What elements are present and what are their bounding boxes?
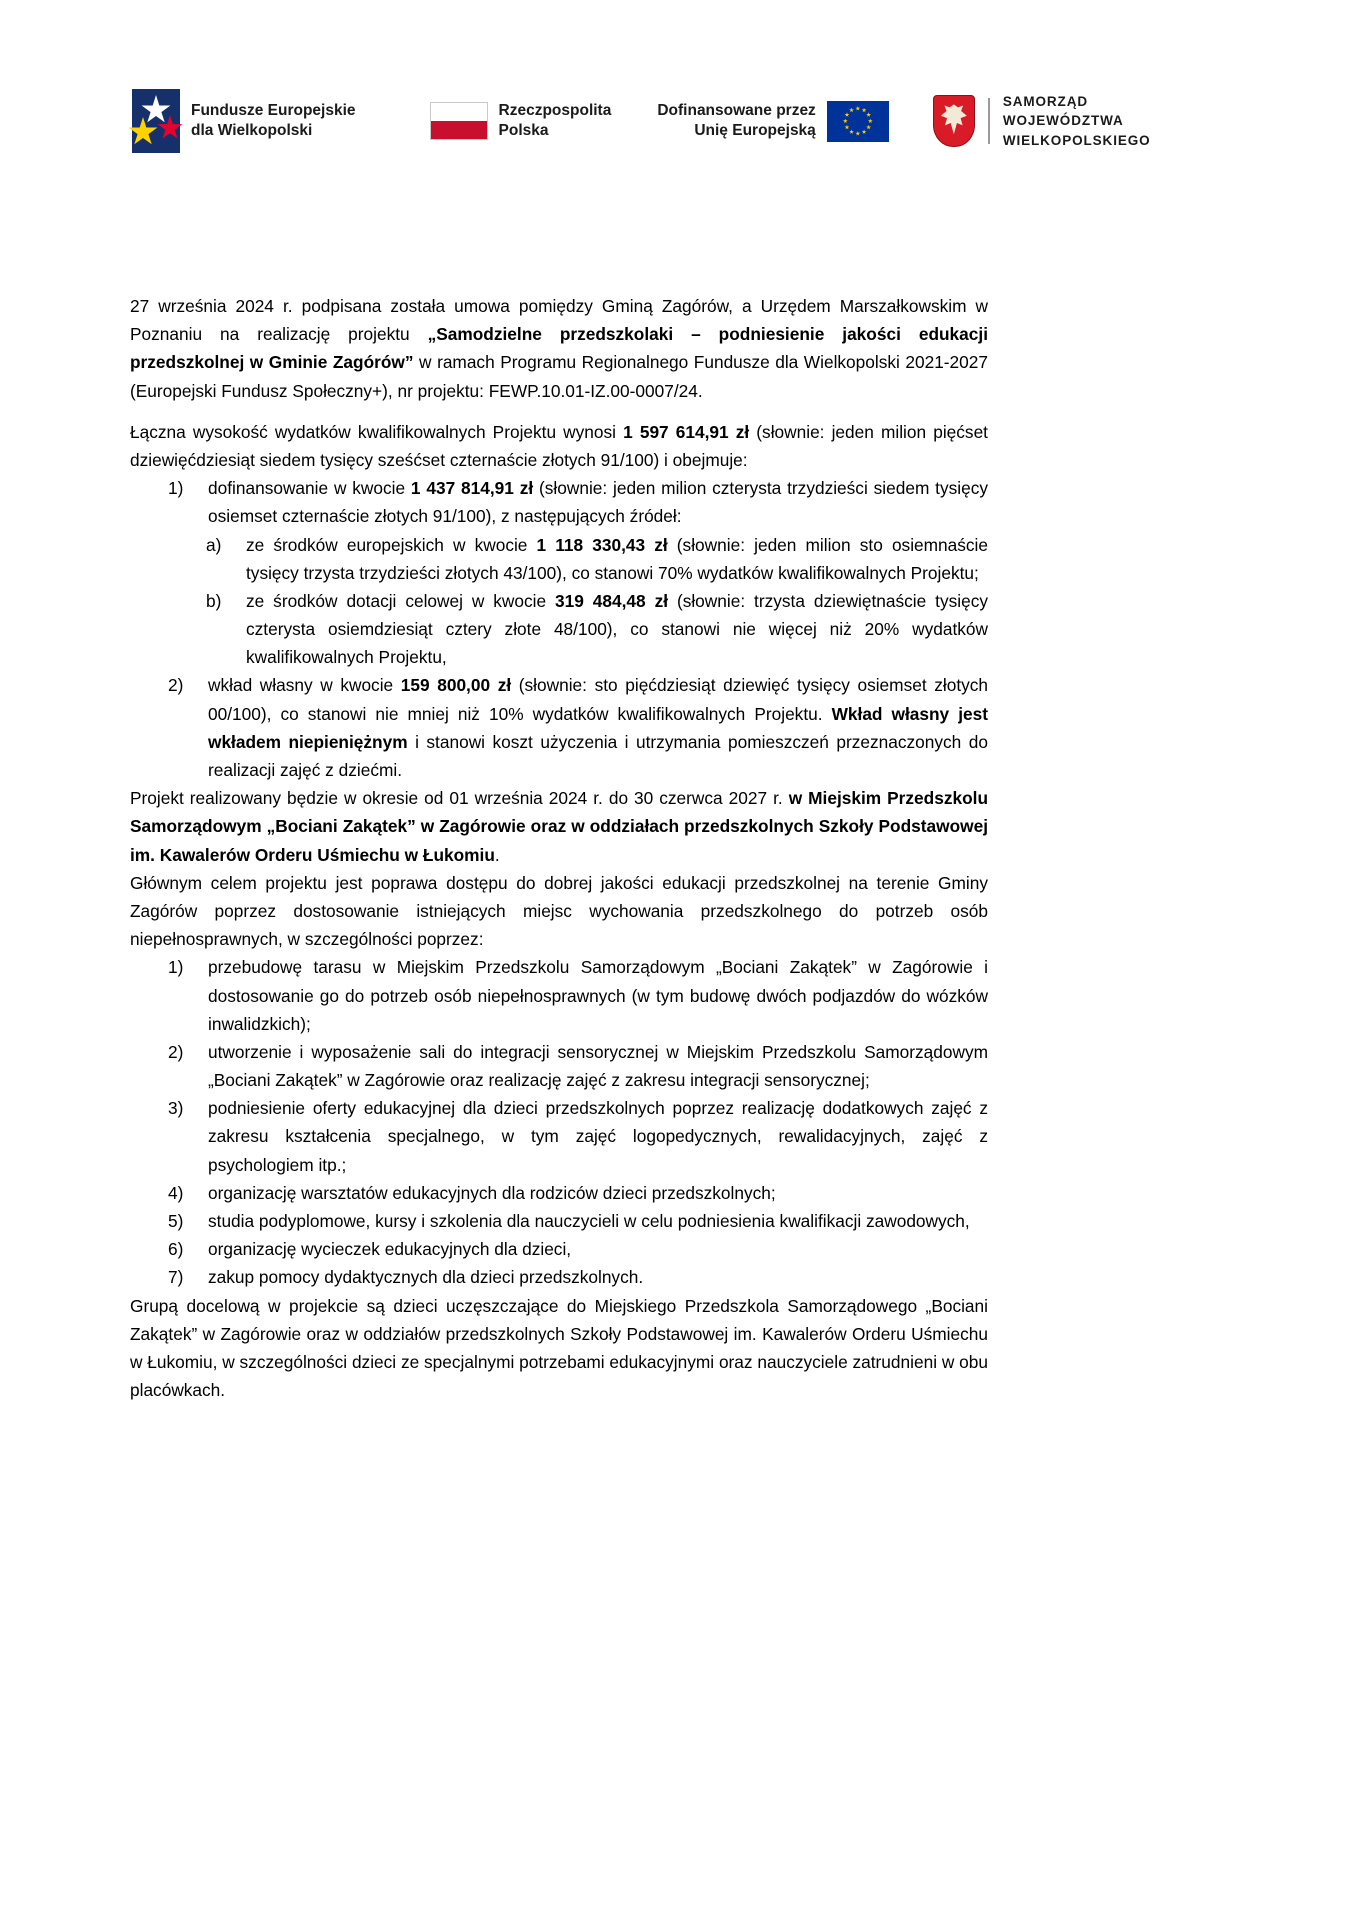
eu-funds-amount: 1 118 330,43 zł (536, 534, 668, 555)
fundusze-europejskie-label: Fundusze Europejskie dla Wielkopolski (191, 102, 356, 139)
list-item (206, 587, 988, 672)
own-contribution-text-c: i stanowi koszt użyczenia i utrzymania pomieszczeń przeznaczonych do realizacji zajęć z dziećmi. (208, 731, 988, 780)
list-marker: 5) (168, 1211, 184, 1231)
state-subsidy-text-b: (słownie: trzysta dziewiętnaście tysięcy czterysta osiemdziesiąt cztery złote 48/100), co stanowi nie więcej niż 20% wydatków kwalifikowalnych Projektu, (246, 590, 988, 668)
list-item-text: studia podyplomowe, kursy i szkolenia dla nauczycieli w celu podniesienia kwalifikacji zawodowych, (208, 1211, 970, 1231)
list-marker: 1) (168, 478, 184, 499)
list-item-text (246, 531, 988, 587)
list-marker: 7) (168, 1267, 184, 1288)
funding-text-b: (słownie: jeden milion czterysta trzydzieści siedem tysięcy osiemset czternaście złotych 91/100), z następujących źródeł: (208, 478, 988, 527)
list-item-text (208, 671, 988, 784)
logo-bar (132, 78, 1232, 164)
list-item-text: organizację warsztatów edukacyjnych dla rodziców dzieci przedszkolnych; (208, 1182, 776, 1203)
fundusze-europejskie-icon (132, 89, 180, 153)
list-item (168, 1263, 988, 1291)
funding-sources-list (206, 531, 988, 672)
list-marker: 1) (168, 957, 184, 978)
list-marker: 2) (168, 1041, 184, 1062)
list-item-text: przebudowę tarasu w Miejskim Przedszkolu Samorządowym „Bociani Zakątek” w Zagórowie i dostosowanie go do potrzeb osób niepełnosprawnych (w tym budowę dwóch podjazdów do wózków inwalidzkich); (208, 957, 988, 1034)
list-marker: 6) (168, 1239, 184, 1260)
list-item (206, 531, 988, 587)
logo-samorzad-wojewodztwa (933, 92, 1151, 149)
period-locations: w Miejskim Przedszkolu Samorządowym „Bociani Zakątek” w Zagórowie oraz w oddziałach przedszkolnych Szkoły Podstawowej im. Kawalerów Orderu Uśmiechu w Łukomiu (130, 788, 988, 865)
goal-lead-paragraph: Głównym celem projektu jest poprawa dostępu do dobrej jakości edukacji przedszkolnej na terenie Gminy Zagórów poprzez dostosowanie istniejących miejsc wychowania przedszkolnego do potrzeb osób niepełnosprawnych, w szczególności poprzez: (130, 872, 988, 950)
own-contribution-amount: 159 800,00 zł (400, 675, 512, 696)
period-paragraph (130, 784, 988, 869)
polish-flag-icon (430, 102, 488, 140)
funding-amount: 1 437 814,91 zł (410, 478, 534, 499)
list-item (168, 474, 988, 530)
finance-lead-b: (słownie: jeden milion pięćset dziewięćdziesiąt siedem tysięcy sześćset czternaście złotych 91/100) i obejmuje: (130, 421, 988, 470)
project-title: „Samodzielne przedszkolaki – podniesienie jakości edukacji przedszkolnej w Gminie Zagórów” (130, 324, 988, 373)
dofinansowane-przez-ue-label: Dofinansowane przez Unię Europejską (657, 102, 816, 139)
logo-divider (988, 98, 990, 144)
list-marker: 2) (168, 675, 184, 696)
funding-text-a: dofinansowanie w kwocie (208, 478, 411, 499)
goal-list (168, 953, 988, 1291)
eu-flag-icon (827, 101, 889, 142)
intro-text-tail: w ramach Programu Regionalnego Fundusze dla Wielkopolski 2021-2027 (Europejski Fundusz Społeczny+), nr projektu: FEWP.10.01-IZ.00-0007/24. (130, 352, 989, 401)
intro-text-lead: 27 września 2024 r. podpisana została umowa pomiędzy Gminą Zagórów, a Urzędem Marszałkowskim w Poznaniu na realizację projektu (130, 296, 988, 345)
wielkopolska-coat-of-arms-icon (933, 95, 975, 147)
list-item-text: podniesienie oferty edukacyjnej dla dzieci przedszkolnych poprzez realizację dodatkowych zajęć z zakresu kształcenia specjalnego, w tym zajęć logopedycznych, rewalidacyjnych, zajęć z psychologiem itp.; (208, 1098, 988, 1175)
logo-unia-europejska (657, 101, 888, 142)
list-item (168, 1207, 988, 1235)
own-contribution-bold: Wkład własny jest wkładem niepieniężnym (208, 703, 988, 752)
list-marker: b) (206, 590, 222, 611)
list-item-text: utworzenie i wyposażenie sali do integracji sensorycznej w Miejskim Przedszkolu Samorządowym „Bociani Zakątek” w Zagórowie oraz realizację zajęć z zakresu integracji sensorycznej; (208, 1041, 988, 1091)
finance-lead-a: Łączna wysokość wydatków kwalifikowalnych Projektu wynosi (130, 421, 624, 442)
target-group-paragraph: Grupą docelową w projekcie są dzieci uczęszczające do Miejskiego Przedszkola Samorządowego „Bociani Zakątek” w Zagórowie oraz w oddziałów przedszkolnych Szkoły Podstawowej im. Kawalerów Orderu Uśmiechu w Łukomiu, w szczególności dzieci ze specjalnymi potrzebami edukacyjnymi oraz nauczyciele zatrudnieni w obu placówkach. (130, 1295, 988, 1401)
state-subsidy-text-a: ze środków dotacji celowej w kwocie (246, 590, 556, 611)
list-marker: a) (206, 534, 222, 555)
period-text-b: . (494, 844, 500, 865)
document-body (130, 292, 988, 1404)
finance-list (168, 474, 988, 784)
samorzad-wojewodztwa-label: SAMORZĄD WOJEWÓDZTWA WIELKOPOLSKIEGO (1002, 94, 1151, 148)
eu-funds-text-a: ze środków europejskich w kwocie (246, 534, 537, 555)
own-contribution-text-a: wkład własny w kwocie (208, 675, 401, 696)
logo-fundusze-europejskie (132, 89, 356, 153)
rzeczpospolita-polska-label: Rzeczpospolita Polska (498, 102, 612, 139)
list-item (168, 1235, 988, 1263)
list-item (168, 1094, 988, 1179)
total-eligible-amount: 1 597 614,91 zł (623, 421, 750, 442)
list-item (168, 671, 988, 784)
list-item (168, 1179, 988, 1207)
state-subsidy-amount: 319 484,48 zł (555, 590, 669, 611)
list-item-text: zakup pomocy dydaktycznych dla dzieci przedszkolnych. (208, 1267, 644, 1288)
list-item (168, 953, 988, 1038)
list-marker: 3) (168, 1098, 184, 1119)
list-item-text: organizację wycieczek edukacyjnych dla dzieci, (208, 1239, 572, 1260)
eu-funds-text-b: (słownie: jeden milion sto osiemnaście tysięcy trzysta trzydzieści złotych 43/100), co stanowi 70% wydatków kwalifikowalnych Projektu; (246, 534, 988, 583)
own-contribution-text-b: (słownie: sto pięćdziesiąt dziewięć tysięcy osiemset złotych 00/100), co stanowi nie mniej niż 10% wydatków kwalifikowalnych Projektu. (208, 675, 989, 724)
list-item-text (246, 587, 988, 672)
list-marker: 4) (168, 1182, 184, 1203)
period-text-a: Projekt realizowany będzie w okresie od 01 września 2024 r. do 30 czerwca 2027 r. (130, 788, 789, 809)
finance-lead-paragraph (130, 418, 988, 474)
logo-rzeczpospolita-polska (430, 101, 612, 141)
intro-paragraph (130, 292, 988, 405)
list-item (168, 1038, 988, 1094)
list-item-text (208, 474, 988, 530)
